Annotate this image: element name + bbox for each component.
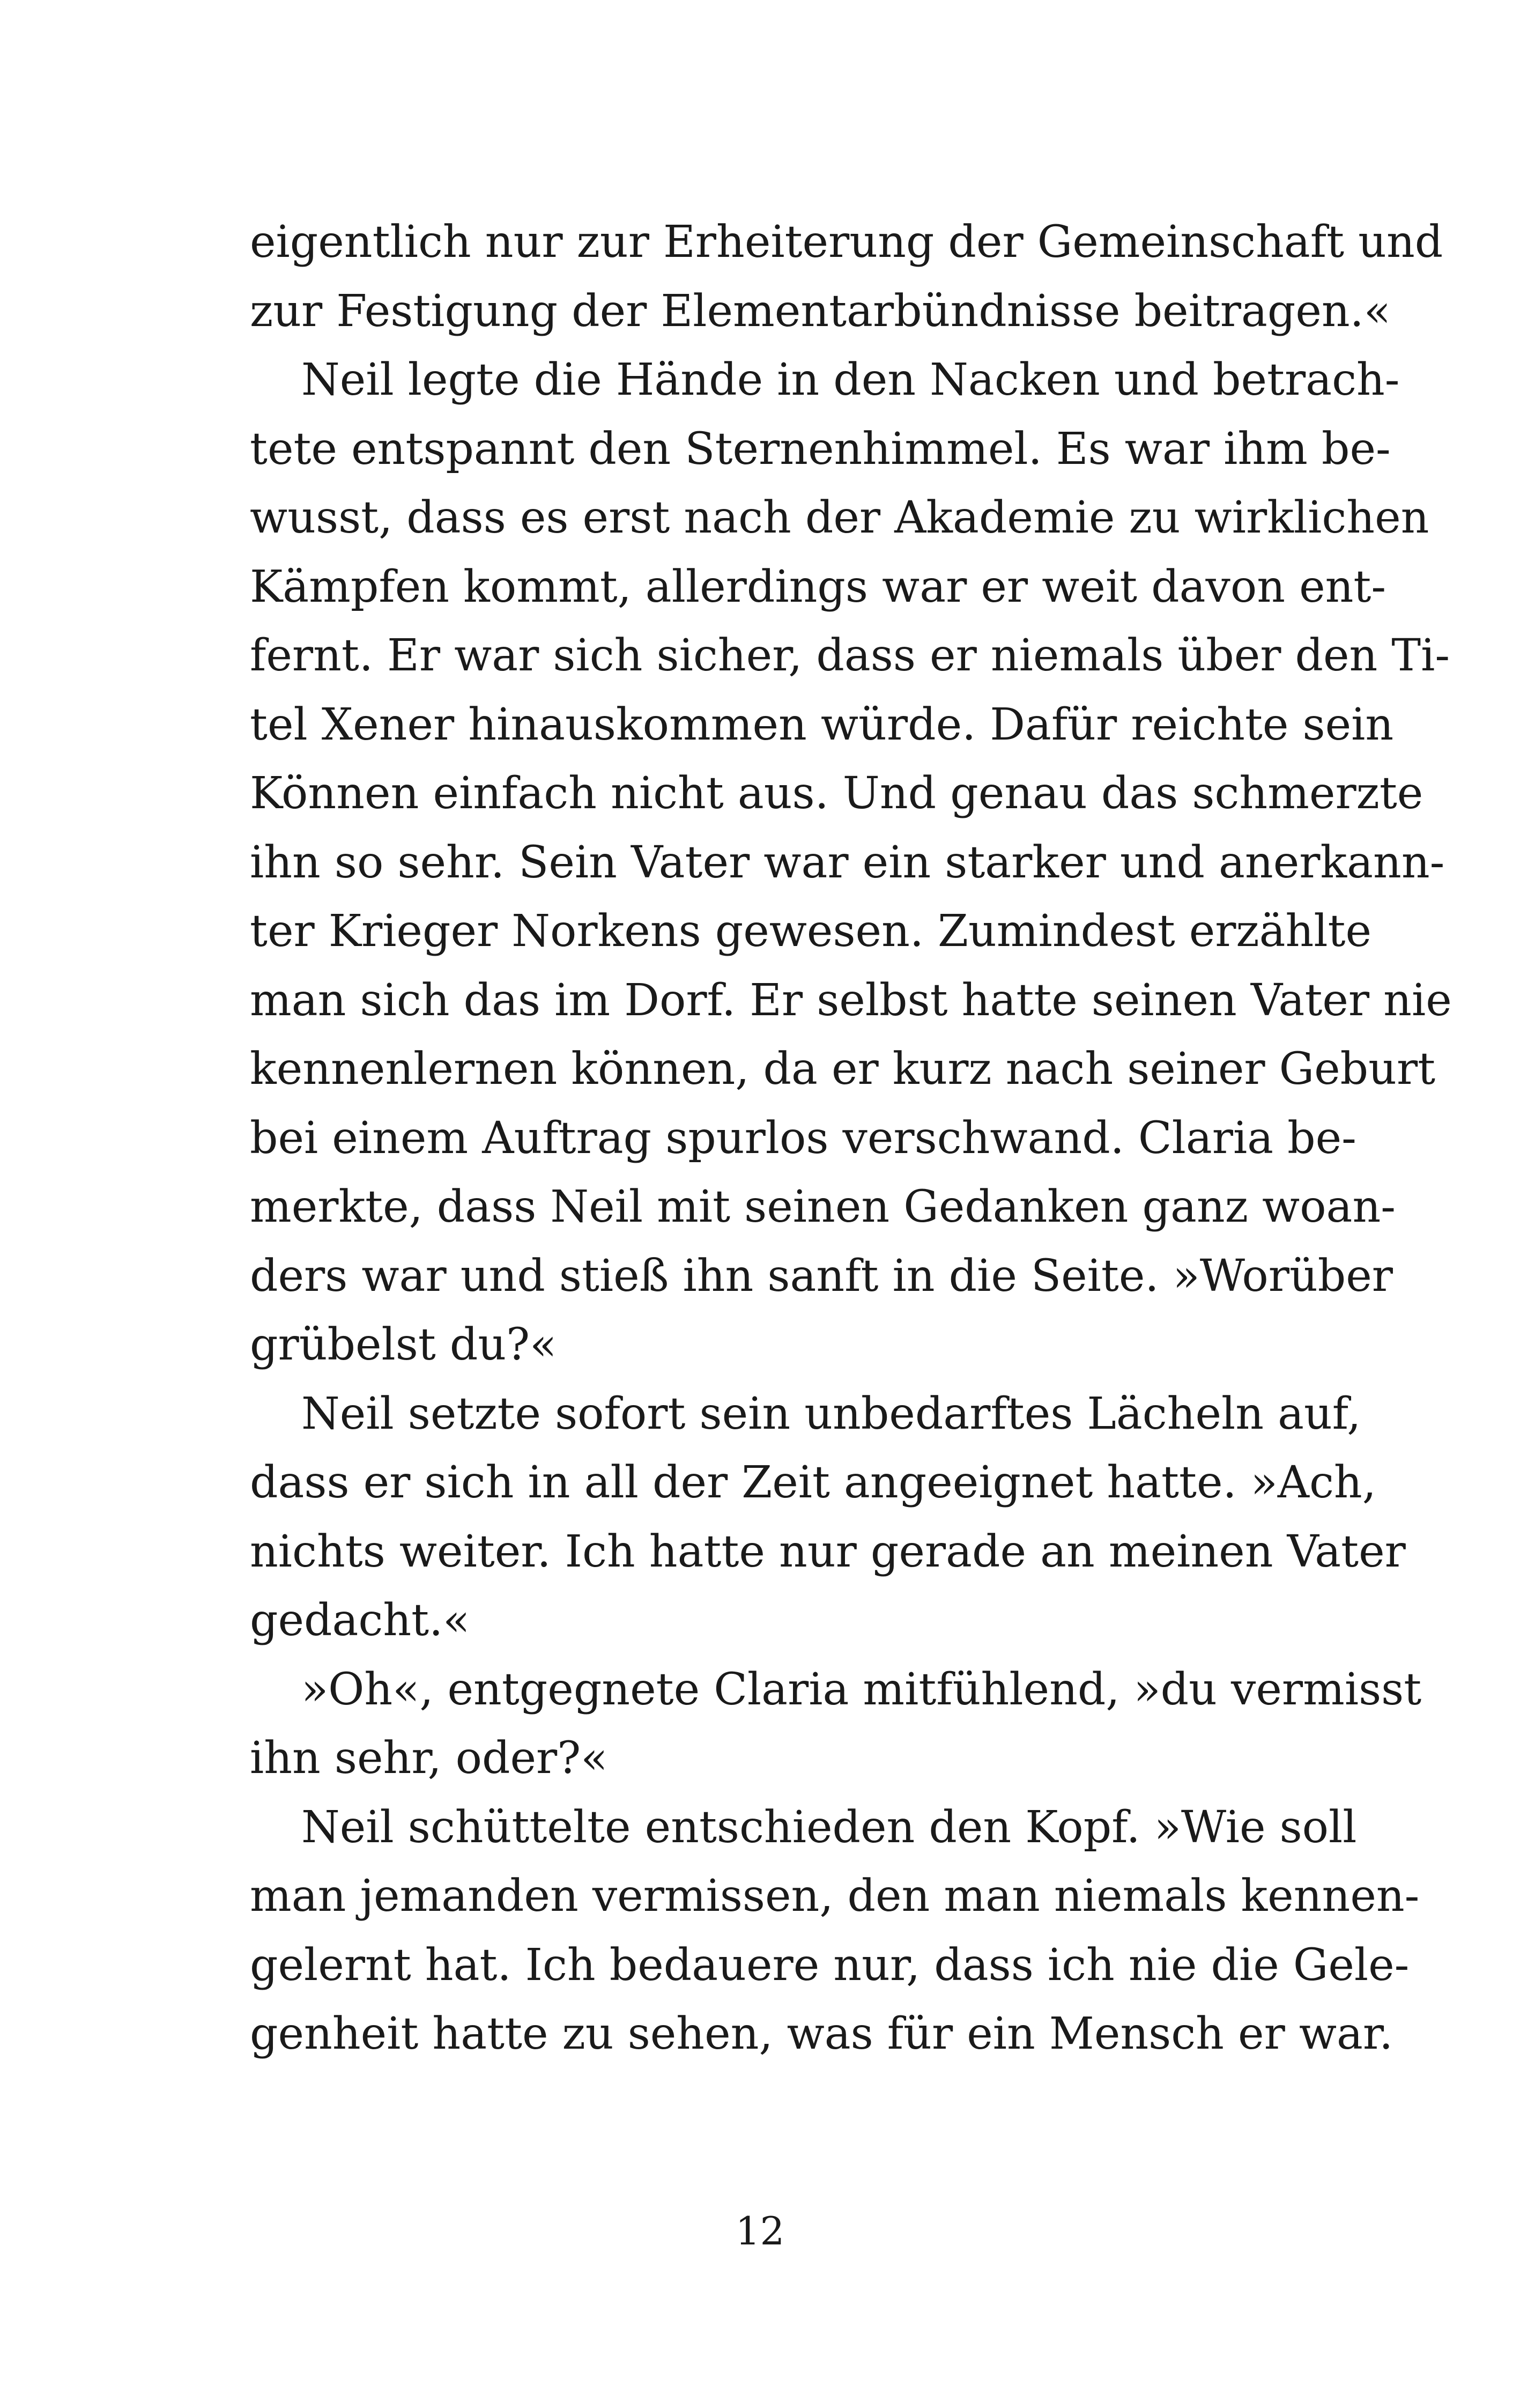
text-line: merkte, dass Neil mit seinen Gedanken ganz woan- bbox=[250, 1181, 1396, 1232]
text-line: grübelst du?« bbox=[250, 1319, 557, 1370]
text-line: fernt. Er war sich sicher, dass er niemals über den Ti- bbox=[250, 630, 1450, 681]
text-line: ter Krieger Norkens gewesen. Zumindest erzählte bbox=[250, 906, 1372, 957]
text-line: Kämpfen kommt, allerdings war er weit davon ent- bbox=[250, 561, 1386, 612]
text-line: nichts weiter. Ich hatte nur gerade an meinen Vater bbox=[250, 1526, 1406, 1577]
text-line: tel Xener hinauskommen würde. Dafür reichte sein bbox=[250, 699, 1394, 750]
text-line: gelernt hat. Ich bedauere nur, dass ich nie die Gele- bbox=[250, 1939, 1410, 1991]
text-line: kennenlernen können, da er kurz nach seiner Geburt bbox=[250, 1044, 1436, 1095]
text-line: Neil schüttelte entschieden den Kopf. »Wie soll bbox=[301, 1801, 1357, 1853]
text-line: man jemanden vermissen, den man niemals kennen- bbox=[250, 1871, 1420, 1922]
text-line: wusst, dass es erst nach der Akademie zu wirklichen bbox=[250, 492, 1429, 543]
text-line: tete entspannt den Sternenhimmel. Es war ihm be- bbox=[250, 423, 1391, 475]
text-line: genheit hatte zu sehen, was für ein Mensch er war. bbox=[250, 2008, 1393, 2059]
text-line: ihn so sehr. Sein Vater war ein starker und anerkann- bbox=[250, 837, 1445, 888]
text-line: zur Festigung der Elementarbündnisse beitragen.« bbox=[250, 285, 1391, 337]
text-line: gedacht.« bbox=[250, 1595, 470, 1646]
page-number: 12 bbox=[735, 2208, 785, 2254]
text-line: Neil setzte sofort sein unbedarftes Lächeln auf, bbox=[301, 1388, 1361, 1439]
text-line: ders war und stieß ihn sanft in die Seite. »Worüber bbox=[250, 1250, 1393, 1302]
text-line: Können einfach nicht aus. Und genau das schmerzte bbox=[250, 768, 1423, 819]
text-line: eigentlich nur zur Erheiterung der Gemeinschaft und bbox=[250, 217, 1443, 268]
text-line: »Oh«, entgegnete Claria mitfühlend, »du vermisst bbox=[301, 1664, 1422, 1715]
body-text bbox=[250, 208, 1452, 2069]
text-line: dass er sich in all der Zeit angeeignet hatte. »Ach, bbox=[250, 1457, 1376, 1508]
text-line: ihn sehr, oder?« bbox=[250, 1733, 608, 1784]
text-line: man sich das im Dorf. Er selbst hatte seinen Vater nie bbox=[250, 974, 1452, 1026]
text-line: bei einem Auftrag spurlos verschwand. Claria be- bbox=[250, 1112, 1356, 1164]
text-line: Neil legte die Hände in den Nacken und betrach- bbox=[301, 354, 1400, 405]
